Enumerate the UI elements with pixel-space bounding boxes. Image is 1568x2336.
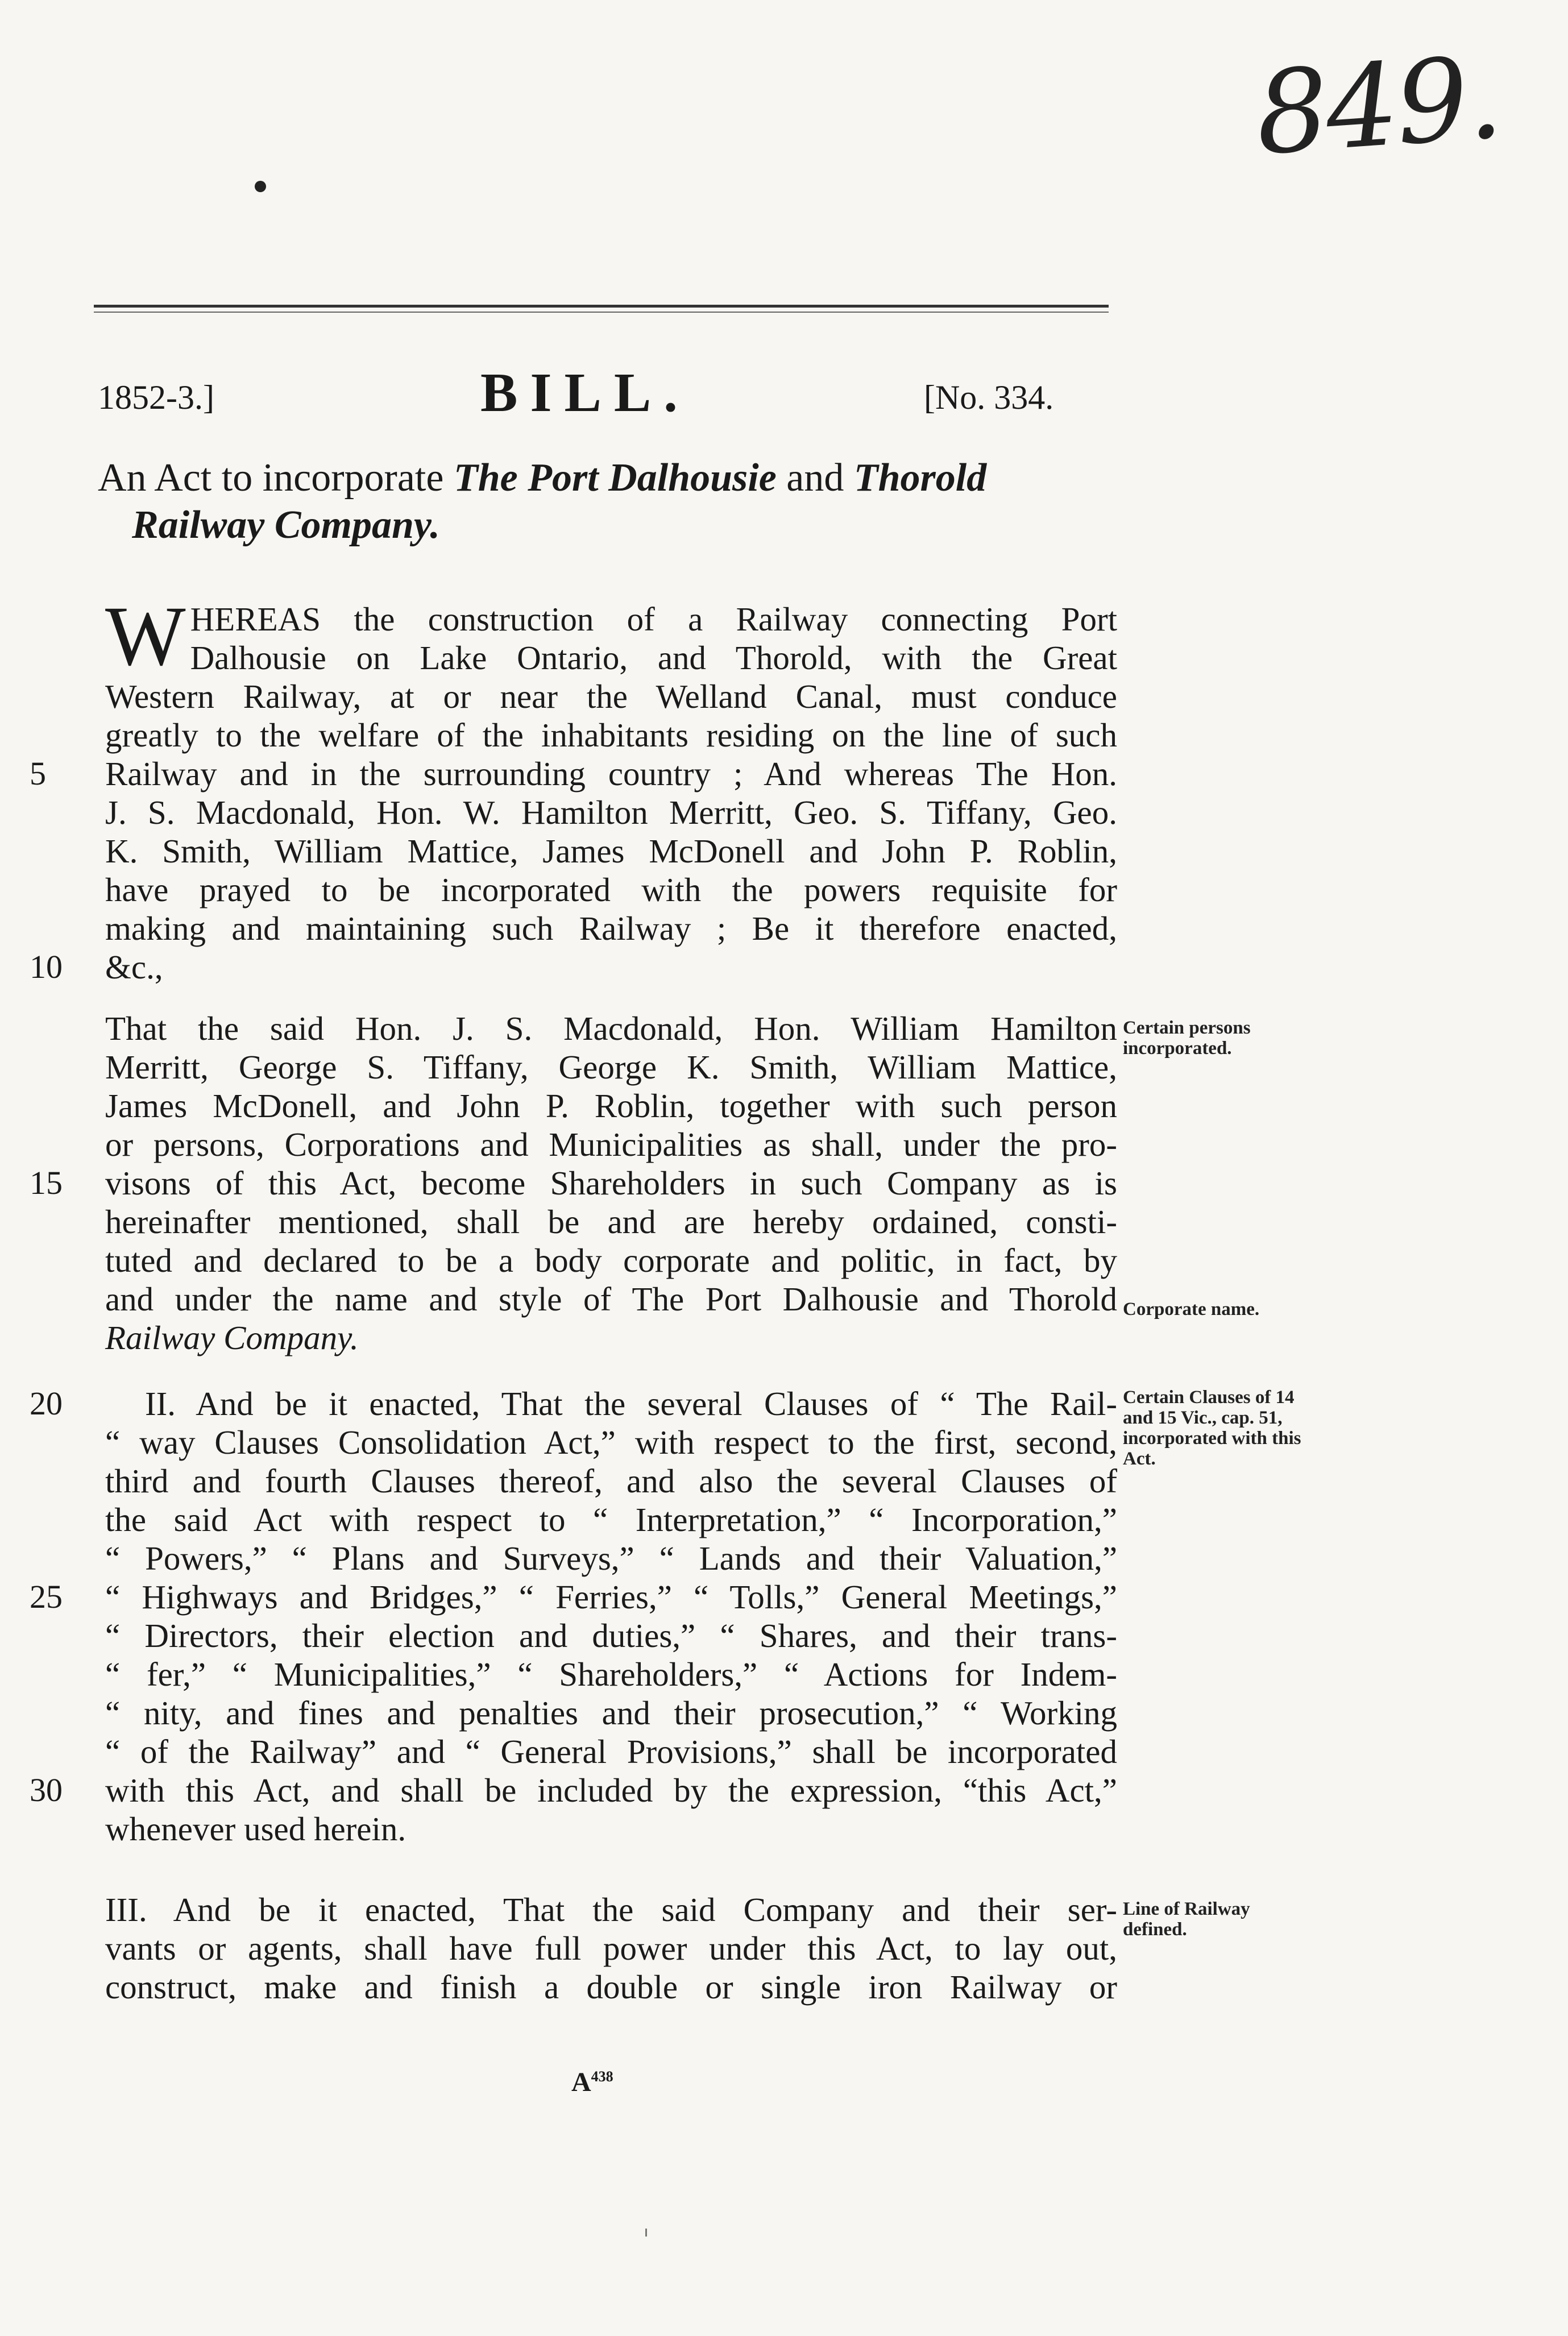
handwritten-page-number: 849. [1251, 31, 1504, 181]
section-3-line: construct, make and finish a double or single iron Railway or [105, 1968, 1117, 2006]
section-2-line: “ nity, and fines and penalties and their prosecution,” “ Working [105, 1694, 1117, 1732]
preamble-line: greatly to the welfare of the inhabitants residing on the line of such [105, 716, 1117, 754]
preamble-line: &c., [105, 948, 163, 986]
margin-note-corporate-name: Corporate name. [1123, 1299, 1260, 1320]
section-2-line: third and fourth Clauses thereof, and also the several Clauses of [105, 1462, 1117, 1500]
section-1-line: tuted and declared to be a body corporate and politic, in fact, by [105, 1242, 1117, 1279]
signature-letter: A [571, 2067, 591, 2097]
line-number: 15 [30, 1164, 63, 1201]
section-2-line: with this Act, and shall be included by the expression, “this Act,” [105, 1771, 1117, 1809]
section-2-line: “ of the Railway” and “ General Provisions,” shall be incorporated [105, 1733, 1117, 1770]
preamble-line: have prayed to be incorporated with the powers requisite for [105, 871, 1117, 908]
header-rule [94, 305, 1109, 308]
section-1-line: and under the name and style of The Port Dalhousie and Thorold [105, 1280, 1117, 1318]
line-number: 5 [30, 755, 46, 792]
line-number: 25 [30, 1578, 63, 1615]
ink-dot [255, 181, 266, 192]
margin-note-line-defined: Line of Railway defined. [1123, 1899, 1250, 1940]
line-number: 30 [30, 1771, 63, 1808]
line-number: 10 [30, 948, 63, 985]
signature-mark [571, 2067, 613, 2098]
preamble-line: Railway and in the surrounding country ; And whereas The Hon. [105, 755, 1117, 793]
section-1-line: James McDonell, and John P. Roblin, together with such person [105, 1087, 1117, 1125]
section-2-line: “ fer,” “ Municipalities,” “ Shareholders,” “ Actions for Indem- [105, 1655, 1117, 1693]
preamble-dropcap: W [105, 589, 186, 683]
section-1-line: Railway Company. [105, 1319, 359, 1356]
section-1-line: That the said Hon. J. S. Macdonald, Hon. William Hamilton [105, 1010, 1117, 1047]
section-3-line: vants or agents, shall have full power under this Act, to lay out, [105, 1930, 1117, 1967]
preamble-line: HEREAS the construction of a Railway connecting Port [190, 600, 1117, 638]
section-1-line: Merritt, George S. Tiffany, George K. Smith, William Mattice, [105, 1048, 1117, 1086]
bill-number: [No. 334. [924, 379, 1054, 416]
act-title-name-3: Railway Company. [132, 503, 440, 547]
stray-mark [645, 2229, 647, 2237]
preamble-line: K. Smith, William Mattice, James McDonell and John P. Roblin, [105, 832, 1117, 870]
section-2-line: “ Directors, their election and duties,” “ Shares, and their trans- [105, 1617, 1117, 1654]
session-label: 1852-3.] [98, 379, 214, 416]
section-1-line: visons of this Act, become Shareholders in such Company as is [105, 1164, 1117, 1202]
section-1-line: or persons, Corporations and Municipalities as shall, under the pro- [105, 1126, 1117, 1163]
margin-note-persons-incorporated: Certain persons incorporated. [1123, 1018, 1251, 1059]
act-title-and: and [776, 456, 854, 500]
preamble [105, 589, 1117, 986]
section-1-line: hereinafter mentioned, shall be and are hereby ordained, consti- [105, 1203, 1117, 1240]
preamble-line: Western Railway, at or near the Welland Canal, must conduce [105, 678, 1117, 715]
preamble-line: making and maintaining such Railway ; Be it therefore enacted, [105, 910, 1117, 947]
section-2-line: II. And be it enacted, That the several Clauses of “ The Rail- [145, 1385, 1117, 1422]
section-2-line: “ way Clauses Consolidation Act,” with respect to the first, second, [105, 1424, 1117, 1461]
section-3-line: III. And be it enacted, That the said Company and their ser- [105, 1891, 1117, 1928]
preamble-line: J. S. Macdonald, Hon. W. Hamilton Merritt, Geo. S. Tiffany, Geo. [105, 794, 1117, 831]
signature-number: 438 [591, 2068, 613, 2085]
line-number: 20 [30, 1385, 63, 1422]
header-rule-thin [94, 312, 1109, 313]
bill-heading: BILL. [480, 362, 690, 424]
section-2-line: whenever used herein. [105, 1810, 406, 1848]
margin-note-clauses: Certain Clauses of 14 and 15 Vic., cap. 51, incorporated with this Act. [1123, 1387, 1301, 1469]
section-3 [105, 1890, 1117, 2006]
section-2-line: “ Highways and Bridges,” “ Ferries,” “ Tolls,” General Meetings,” [105, 1578, 1117, 1616]
act-title-name-2: Thorold [853, 456, 987, 500]
section-2-line: “ Powers,” “ Plans and Surveys,” “ Lands and their Valuation,” [105, 1540, 1117, 1577]
act-title [98, 455, 1115, 549]
act-title-prefix: An Act to incorporate [98, 456, 454, 500]
preamble-line: Dalhousie on Lake Ontario, and Thorold, with the Great [190, 639, 1117, 677]
section-2-line: the said Act with respect to “ Interpretation,” “ Incorporation,” [105, 1501, 1117, 1538]
section-2 [105, 1384, 1117, 1848]
act-title-name-1: The Port Dalhousie [453, 456, 777, 500]
section-1 [105, 1009, 1117, 1357]
